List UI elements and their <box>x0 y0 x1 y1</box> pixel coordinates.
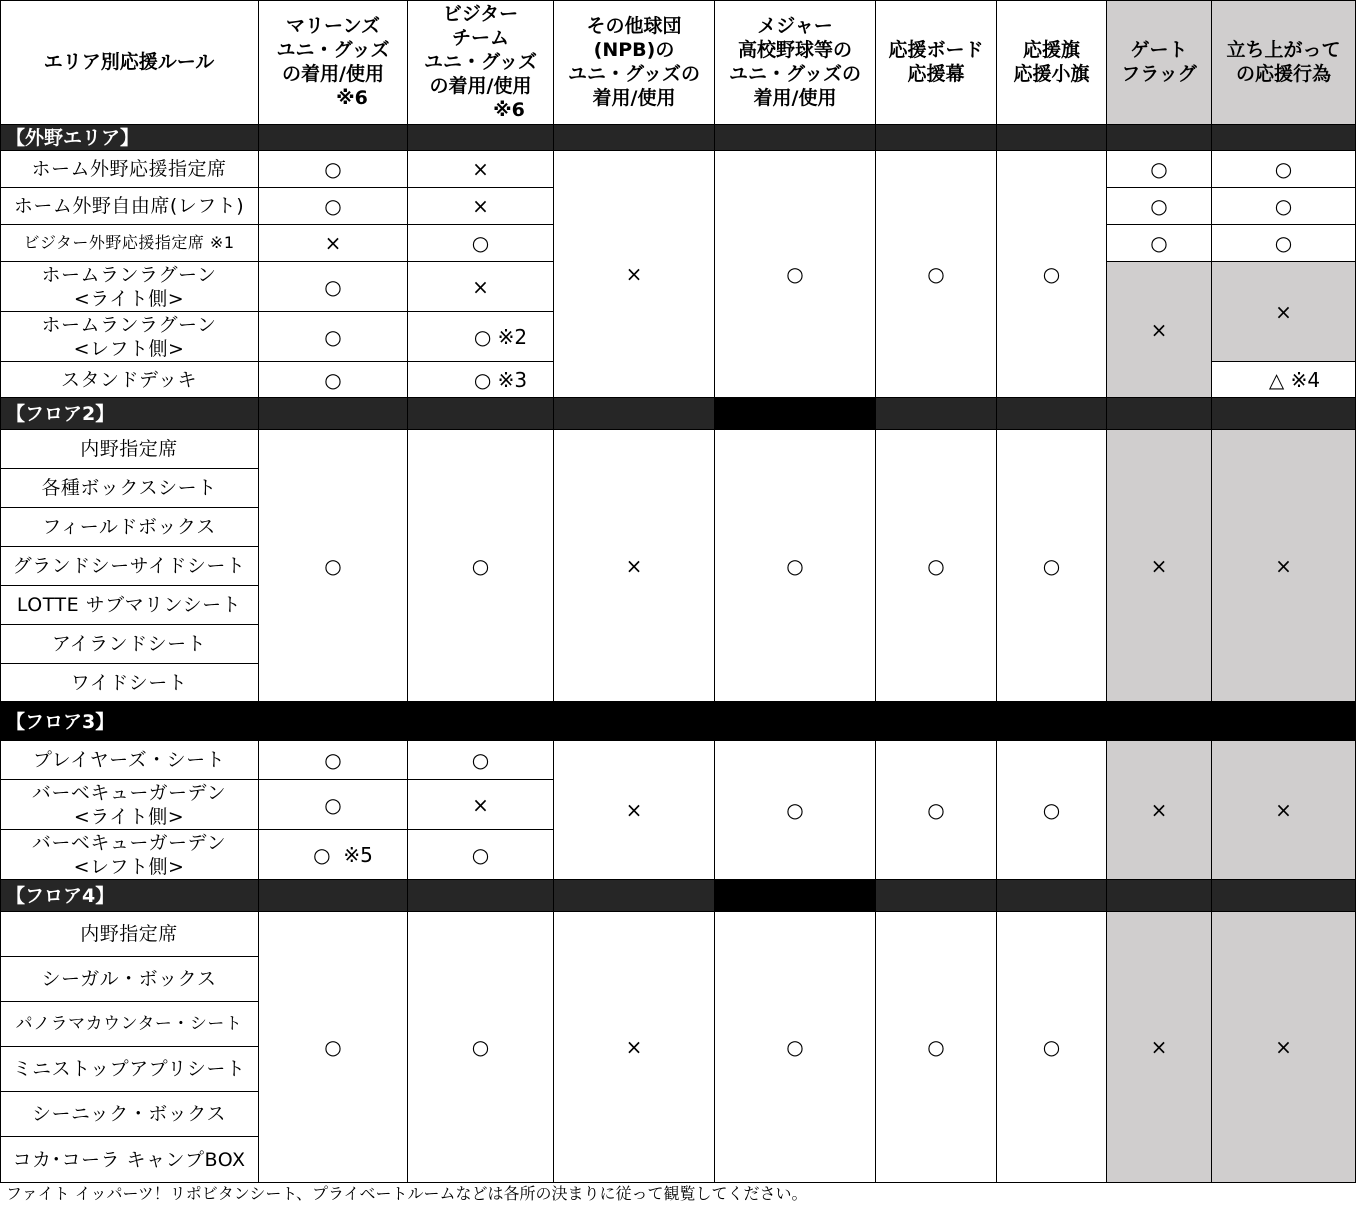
visitor-mark: ○ ※2 <box>408 312 554 362</box>
section-band <box>554 125 715 151</box>
gate-flag-mark: ○ <box>1107 188 1212 225</box>
section-band <box>1212 125 1356 151</box>
section-band <box>1212 880 1356 912</box>
section-title-floor4: 【フロア4】 <box>6 885 115 907</box>
standing-mark: × <box>1212 430 1356 702</box>
gate-flag-mark: ○ <box>1107 225 1212 262</box>
board-mark: ○ <box>876 912 997 1183</box>
section-band <box>715 125 876 151</box>
row-label: パノラマカウンター・シート <box>0 1002 259 1047</box>
header-standing-cheer: 立ち上がって の応援行為 <box>1212 0 1356 125</box>
row-label: コカ･コーラ キャンプBOX <box>0 1137 259 1183</box>
gate-flag-mark: × <box>1107 430 1212 702</box>
standing-mark: ○ <box>1212 151 1356 188</box>
section-band <box>259 398 408 430</box>
section-band <box>554 398 715 430</box>
row-label: ワイドシート <box>0 664 259 702</box>
section-band <box>715 880 876 912</box>
row-label: バーベキューガーデン <ライト側> <box>0 780 259 830</box>
flag-mark: ○ <box>997 430 1107 702</box>
marines-mark: ○ ※5 <box>259 830 408 880</box>
standing-mark: ○ <box>1212 225 1356 262</box>
row-label: バーベキューガーデン <レフト側> <box>0 830 259 880</box>
section-band <box>259 125 408 151</box>
row-label: LOTTE サブマリンシート <box>0 586 259 625</box>
standing-mark: × <box>1212 262 1356 362</box>
major-mark: ○ <box>715 430 876 702</box>
marines-mark: ○ <box>259 430 408 702</box>
marines-mark: × <box>259 225 408 262</box>
row-label: 各種ボックスシート <box>0 469 259 508</box>
row-label: グランドシーサイドシート <box>0 547 259 586</box>
row-label: アイランドシート <box>0 625 259 664</box>
flag-mark: ○ <box>997 912 1107 1183</box>
section-band <box>1107 398 1212 430</box>
row-label: シーニック・ボックス <box>0 1092 259 1137</box>
header-support-flag: 応援旗 応援小旗 <box>997 0 1107 125</box>
standing-mark: × <box>1212 741 1356 880</box>
board-mark: ○ <box>876 430 997 702</box>
other-npb-mark: × <box>554 151 715 398</box>
section-band <box>876 398 997 430</box>
row-label: ビジター外野応援指定席 ※1 <box>0 225 259 262</box>
section-band <box>997 880 1107 912</box>
marines-mark: ○ <box>259 741 408 780</box>
header-other-npb-goods: その他球団 (NPB)の ユニ・グッズの 着用/使用 <box>554 0 715 125</box>
footnote: ファイト イッパーツ！リポビタンシート、プライベートルームなどは各所の決まりに従って観覧してください。 <box>6 1184 808 1203</box>
row-label: シーガル・ボックス <box>0 957 259 1002</box>
board-mark: ○ <box>876 151 997 398</box>
row-label: ホームランラグーン <レフト側> <box>0 312 259 362</box>
row-label: ホームランラグーン <ライト側> <box>0 262 259 312</box>
row-label: ホーム外野自由席(レフト) <box>0 188 259 225</box>
section-band <box>997 125 1107 151</box>
row-label: ミニストップアプリシート <box>0 1047 259 1092</box>
marines-mark: ○ <box>259 188 408 225</box>
marines-mark: ○ <box>259 780 408 830</box>
header-visitor-goods: ビジター チーム ユニ・グッズ の着用/使用 ※6 <box>408 0 554 125</box>
standing-mark: ○ <box>1212 188 1356 225</box>
section-title-floor3: 【フロア3】 <box>6 710 115 733</box>
section-band <box>1212 398 1356 430</box>
section-band <box>408 398 554 430</box>
visitor-mark: ○ <box>408 741 554 780</box>
other-npb-mark: × <box>554 912 715 1183</box>
standing-mark: △ ※4 <box>1212 362 1356 398</box>
visitor-mark: ○ <box>408 830 554 880</box>
section-band <box>0 702 1356 741</box>
board-mark: ○ <box>876 741 997 880</box>
section-band <box>1107 125 1212 151</box>
header-major-goods: メジャー 高校野球等の ユニ・グッズの 着用/使用 <box>715 0 876 125</box>
marines-mark: ○ <box>259 362 408 398</box>
header-marines-goods: マリーンズ ユニ・グッズ の着用/使用 ※6 <box>259 0 408 125</box>
section-title-floor2: 【フロア2】 <box>6 403 115 425</box>
header-area: エリア別応援ルール <box>0 0 259 125</box>
section-band <box>1107 880 1212 912</box>
row-label: 内野指定席 <box>0 912 259 957</box>
marines-mark: ○ <box>259 151 408 188</box>
header-support-board: 応援ボード 応援幕 <box>876 0 997 125</box>
gate-flag-mark: × <box>1107 262 1212 398</box>
gate-flag-mark: × <box>1107 741 1212 880</box>
section-band <box>997 398 1107 430</box>
visitor-mark: ○ <box>408 225 554 262</box>
marines-mark: ○ <box>259 912 408 1183</box>
row-label: プレイヤーズ・シート <box>0 741 259 780</box>
section-band <box>259 880 408 912</box>
section-band <box>408 125 554 151</box>
major-mark: ○ <box>715 151 876 398</box>
other-npb-mark: × <box>554 741 715 880</box>
flag-mark: ○ <box>997 741 1107 880</box>
visitor-mark: ○ <box>408 912 554 1183</box>
visitor-mark: × <box>408 188 554 225</box>
other-npb-mark: × <box>554 430 715 702</box>
row-label: スタンドデッキ <box>0 362 259 398</box>
visitor-mark: ○ <box>408 430 554 702</box>
marines-mark: ○ <box>259 312 408 362</box>
section-band <box>876 125 997 151</box>
row-label: フィールドボックス <box>0 508 259 547</box>
flag-mark: ○ <box>997 151 1107 398</box>
marines-mark: ○ <box>259 262 408 312</box>
visitor-mark: ○ ※3 <box>408 362 554 398</box>
header-gate-flag: ゲート フラッグ <box>1107 0 1212 125</box>
major-mark: ○ <box>715 912 876 1183</box>
visitor-mark: × <box>408 262 554 312</box>
section-band <box>715 398 876 430</box>
standing-mark: × <box>1212 912 1356 1183</box>
gate-flag-mark: × <box>1107 912 1212 1183</box>
row-label: 内野指定席 <box>0 430 259 469</box>
section-band <box>876 880 997 912</box>
section-title-outfield: 【外野エリア】 <box>6 127 140 149</box>
visitor-mark: × <box>408 151 554 188</box>
visitor-mark: × <box>408 780 554 830</box>
row-label: ホーム外野応援指定席 <box>0 151 259 188</box>
major-mark: ○ <box>715 741 876 880</box>
section-band <box>554 880 715 912</box>
section-band <box>408 880 554 912</box>
gate-flag-mark: ○ <box>1107 151 1212 188</box>
